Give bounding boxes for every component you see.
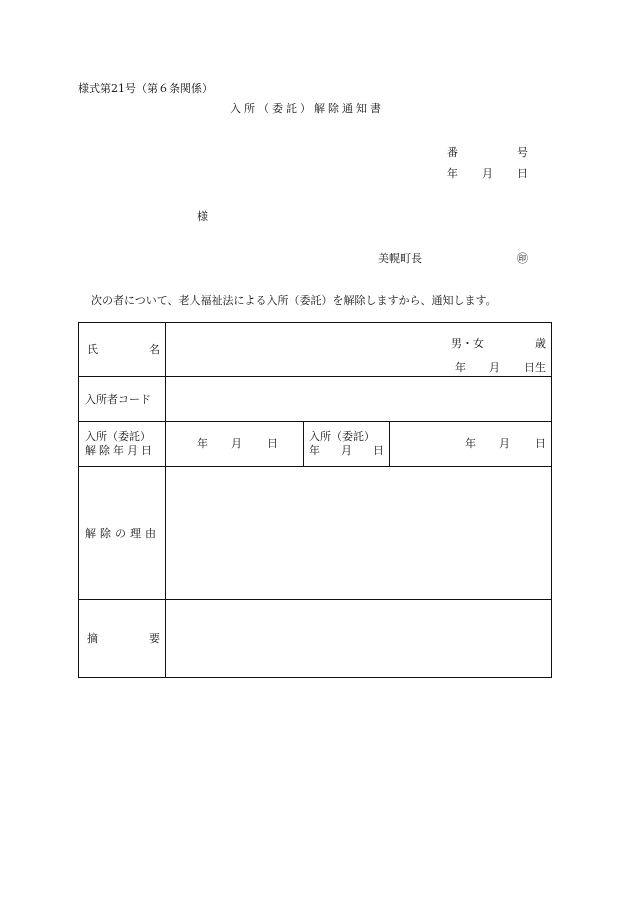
seal-mark: ㊞: [517, 252, 528, 265]
entry-value-day: 日: [535, 437, 546, 450]
name-label-second: 名: [149, 343, 160, 356]
resident-code-label: 入所者コード: [85, 393, 151, 406]
addressee-honorific: 様: [197, 210, 208, 223]
release-reason-label: 解除の理由: [85, 527, 160, 540]
document-title: 入所（委託）解除通知書: [230, 102, 384, 115]
row-divider: [79, 599, 551, 600]
row-divider: [79, 466, 551, 467]
birth-year-label: 年: [455, 361, 466, 374]
entry-date-label-top: 入所（委託）: [309, 430, 375, 443]
release-year: 年: [197, 437, 208, 450]
remarks-label-second: 要: [149, 632, 160, 645]
notification-form-table: [78, 322, 552, 678]
entry-year-label: 年: [309, 444, 320, 457]
name-label-first: 氏: [87, 343, 98, 356]
date-row-divider: [303, 421, 304, 466]
row-divider: [79, 421, 551, 422]
date-row-divider: [389, 421, 390, 466]
birth-day-label: 日生: [524, 361, 546, 374]
release-date-label-bottom: 解除年月日: [85, 444, 155, 457]
number-label: 番: [447, 146, 458, 159]
release-month: 月: [231, 437, 242, 450]
birth-month-label: 月: [489, 361, 500, 374]
row-divider: [79, 376, 551, 377]
entry-value-month: 月: [499, 437, 510, 450]
release-date-label-top: 入所（委託）: [85, 430, 151, 443]
number-suffix: 号: [517, 146, 528, 159]
label-column-divider: [165, 323, 166, 677]
notice-text: 次の者について、老人福祉法による入所（委託）を解除しますから、通知します。: [91, 294, 497, 307]
entry-value-year: 年: [465, 437, 476, 450]
date-month-label: 月: [482, 167, 493, 180]
date-day-label: 日: [517, 167, 528, 180]
remarks-label-first: 摘: [87, 632, 98, 645]
entry-month-label: 月: [341, 444, 352, 457]
date-year-label: 年: [447, 167, 458, 180]
issuer-name: 美幌町長: [378, 252, 422, 265]
entry-day-label: 日: [373, 444, 384, 457]
form-number: 様式第21号（第６条関係）: [78, 82, 213, 95]
gender-field: 男・女: [451, 337, 484, 350]
age-label: 歳: [535, 337, 546, 350]
release-day: 日: [267, 437, 278, 450]
